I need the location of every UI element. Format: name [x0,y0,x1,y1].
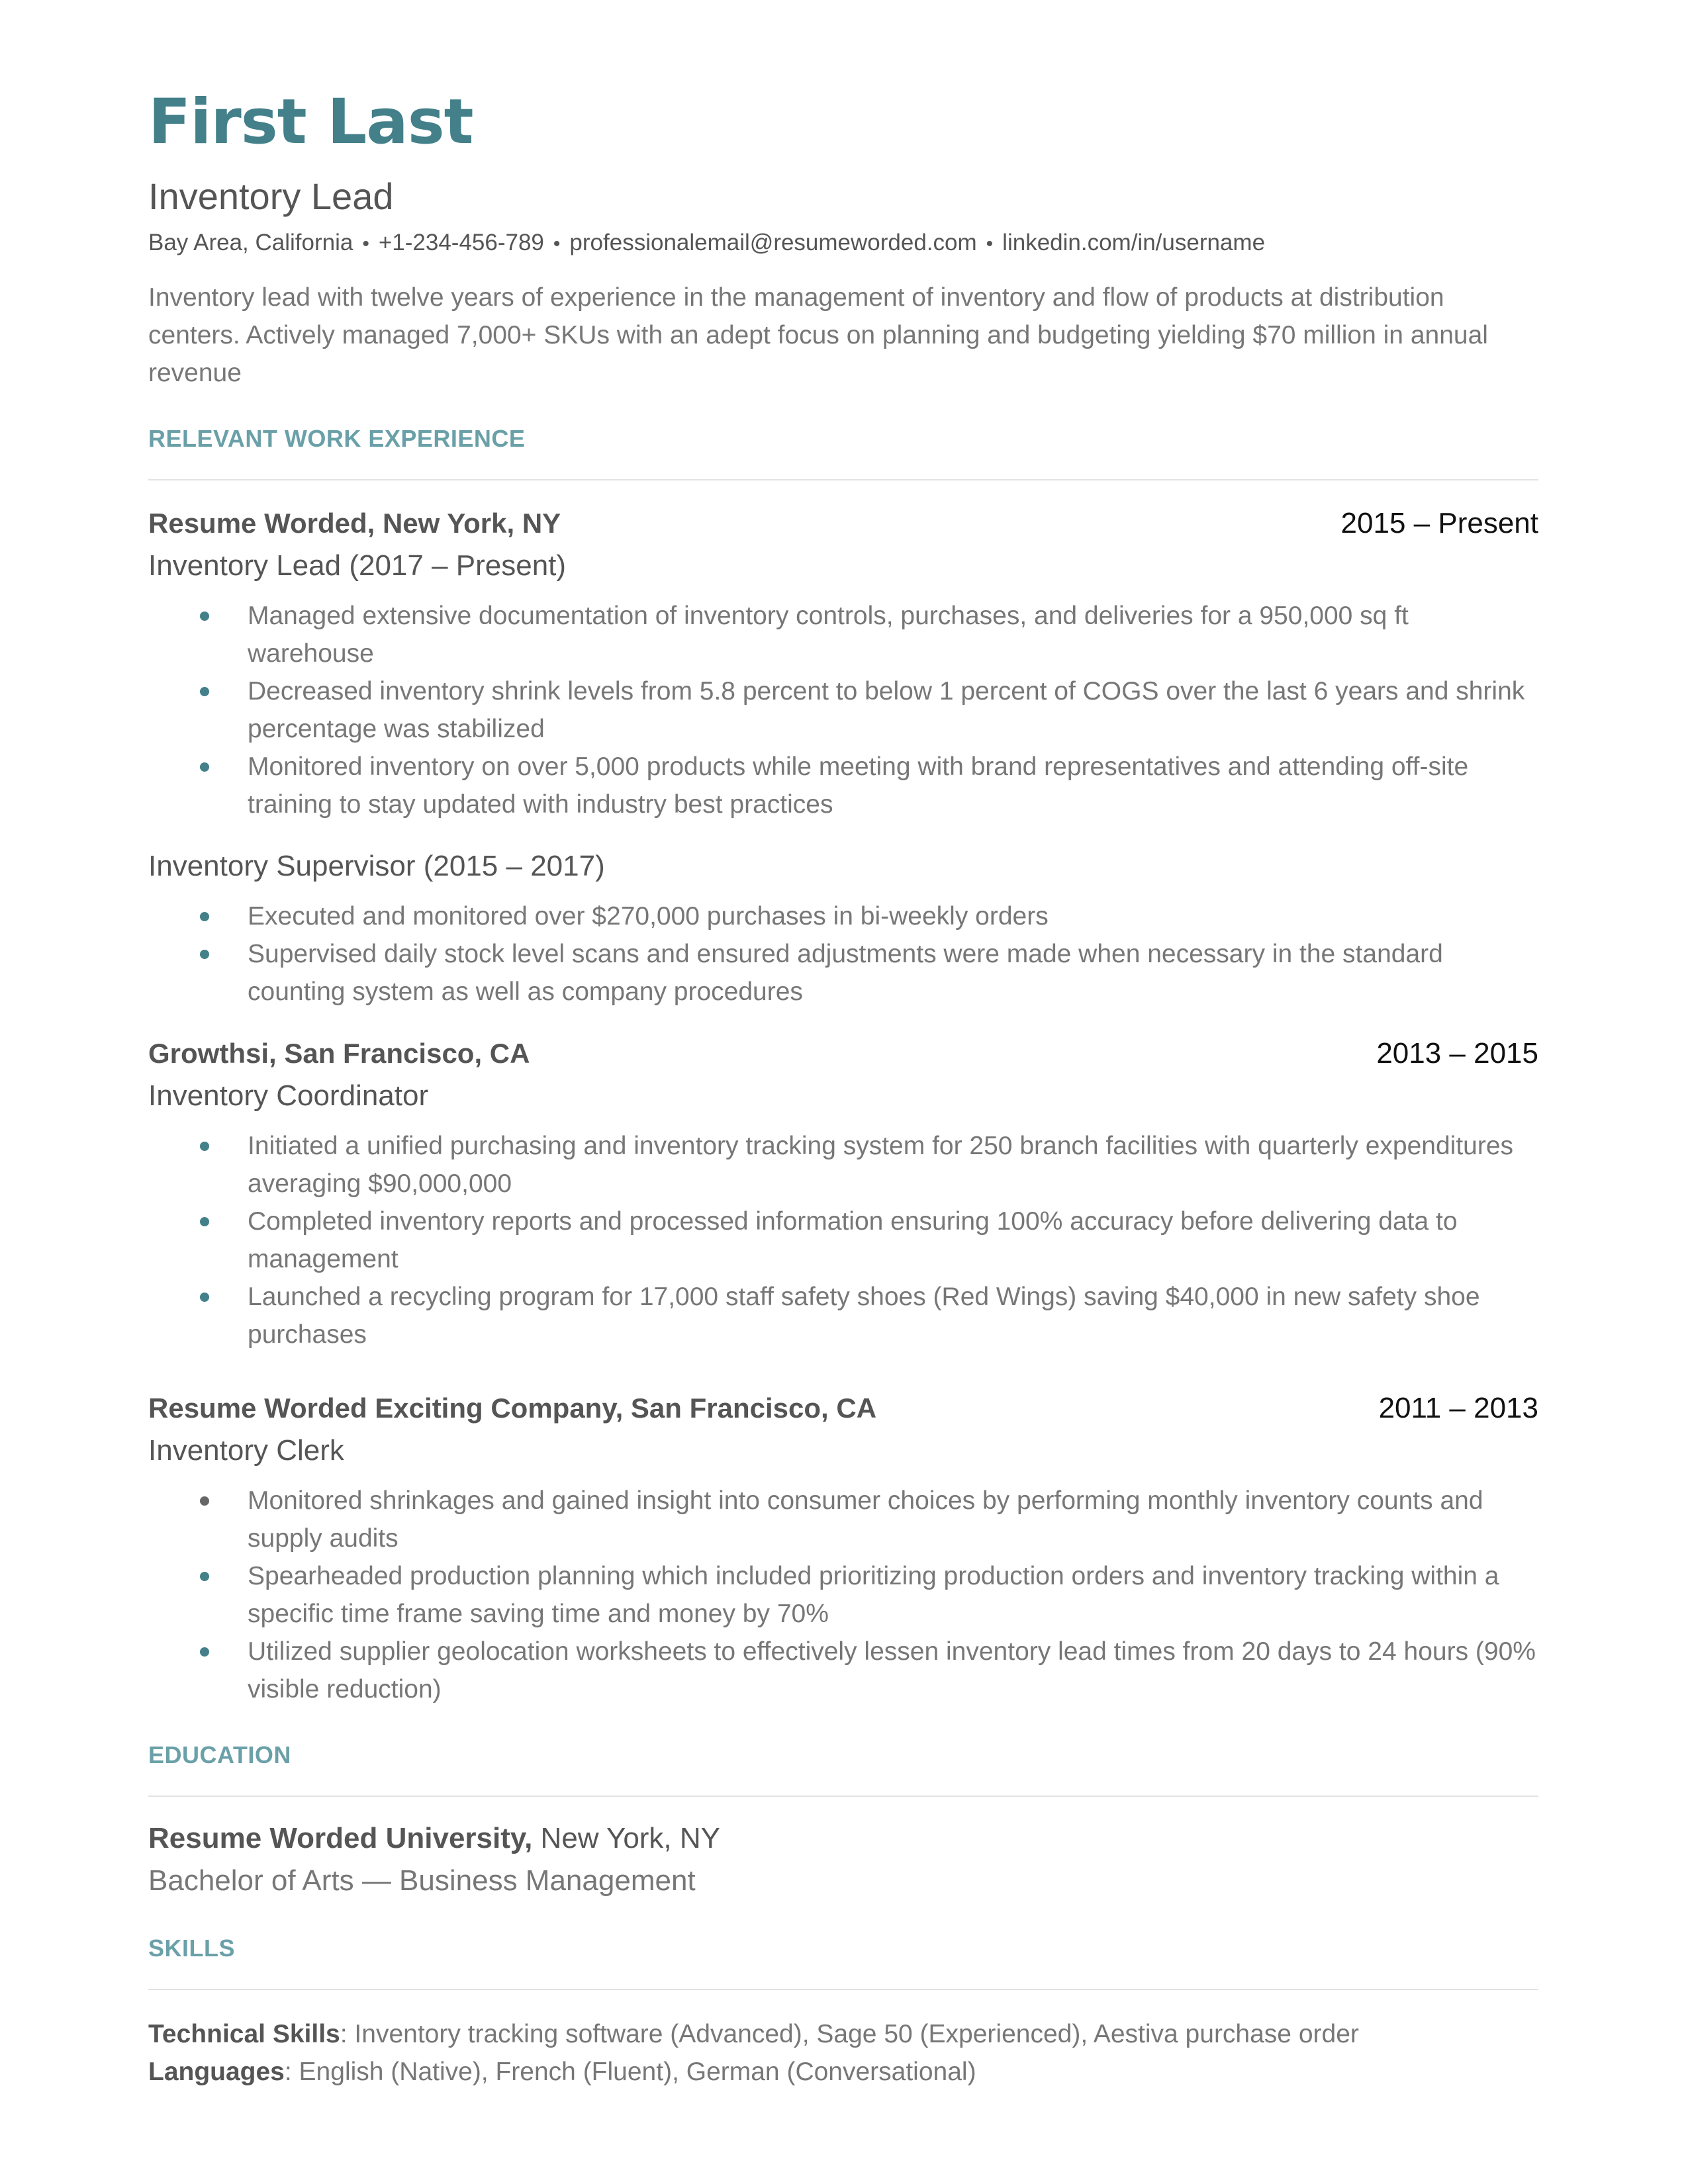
separator-dot: • [362,232,369,255]
role-title: Inventory Coordinator [148,1079,429,1113]
bullet-text: Decreased inventory shrink levels from 5.8 percent to below 1 percent of COGS over the last 6 years and shrink percentage was stabilized [248,677,1525,744]
bullet-item [148,1203,1538,1278]
job-dates: 2011 – 2013 [1378,1392,1538,1425]
bullet-text: Spearheaded production planning which included prioritizing production orders and inventory tracking within a specific time frame saving time and money by 70% [248,1562,1499,1629]
company-name: Growthsi, San Francisco, CA [148,1038,530,1069]
candidate-name: First Last [148,86,473,158]
skills-languages [148,2053,1538,2091]
bullet-text: Monitored shrinkages and gained insight into consumer choices by performing monthly inventory counts and supply audits [248,1486,1483,1553]
skills-languages-value: : English (Native), French (Fluent), German (Conversational) [284,2058,976,2087]
bullet-dot-icon [200,1293,209,1302]
role-title: Inventory Clerk [148,1434,344,1467]
bullet-dot-icon [200,687,209,696]
bullet-dot-icon [200,1496,209,1506]
bullet-text: Launched a recycling program for 17,000 staff safety shoes (Red Wings) saving $40,000 in new safety shoe purchases [248,1283,1480,1349]
skills-block [148,2015,1538,2091]
job-dates: 2015 – Present [1340,507,1538,540]
bullet-item [148,1633,1538,1708]
bullet-item [148,1127,1538,1203]
bullet-text: Utilized supplier geolocation worksheets to effectively lessen inventory lead times from 20 days to 24 hours (90% visible reduction) [248,1637,1536,1704]
bullet-dot-icon [200,1217,209,1226]
contact-line [148,228,1538,258]
skills-languages-label: Languages [148,2058,285,2087]
bullet-text: Managed extensive documentation of inventory controls, purchases, and deliveries for a 950,000 sq ft warehouse [248,602,1409,668]
job-header [148,1392,1538,1425]
separator-dot: • [986,232,994,255]
bullet-list [148,1482,1538,1708]
bullet-item [148,1557,1538,1633]
section-heading-skills: SKILLS [148,1934,1538,1990]
company-name: Resume Worded, New York, NY [148,508,561,539]
bullet-list [148,1127,1538,1353]
skills-technical-label: Technical Skills [148,2020,340,2049]
bullet-dot-icon [200,1572,209,1581]
summary: Inventory lead with twelve years of experience in the management of inventory and flow of products at distribution centers. Actively managed 7,000+ SKUs with an adept focus on planning and budgeting yielding $70 million in annual revenue [148,283,1488,388]
education-school-line [148,1822,1538,1855]
role-title: Inventory Supervisor (2015 – 2017) [148,850,605,883]
bullet-item [148,748,1538,823]
contact-email[interactable]: professionalemail@resumeworded.com [569,229,977,255]
bullet-text: Supervised daily stock level scans and ensured adjustments were made when necessary in the standard counting system as well as company procedures [248,940,1443,1007]
job-dates: 2013 – 2015 [1376,1037,1538,1070]
bullet-dot-icon [200,1142,209,1151]
bullet-item [148,1278,1538,1353]
bullet-list [148,897,1538,1011]
section-heading-education: EDUCATION [148,1741,1538,1797]
role-title: Inventory Lead (2017 – Present) [148,549,567,582]
job-entry [148,1392,1538,1708]
bullet-item [148,935,1538,1011]
contact-location: Bay Area, California [148,229,353,255]
bullet-text: Executed and monitored over $270,000 purchases in bi-weekly orders [248,902,1049,931]
bullet-text: Initiated a unified purchasing and inventory tracking system for 250 branch facilities with quarterly expenditures averaging $90,000,000 [248,1132,1514,1199]
education-degree: Bachelor of Arts — Business Management [148,1864,696,1897]
bullet-dot-icon [200,950,209,959]
contact-linkedin[interactable]: linkedin.com/in/username [1002,229,1266,255]
bullet-item [148,672,1538,748]
school-location: New York, NY [532,1822,721,1855]
contact-phone: +1-234-456-789 [378,229,544,255]
bullet-list [148,597,1538,823]
skills-technical-value: : Inventory tracking software (Advanced), Sage 50 (Experienced), Aestiva purchase order [340,2020,1359,2049]
bullet-dot-icon [200,612,209,621]
bullet-item [148,597,1538,672]
bullet-dot-icon [200,1647,209,1657]
bullet-text: Completed inventory reports and processed information ensuring 100% accuracy before delivering data to management [248,1207,1458,1274]
skills-technical [148,2015,1538,2053]
bullet-dot-icon [200,762,209,772]
bullet-dot-icon [200,912,209,921]
job-header [148,1037,1538,1070]
job-title: Inventory Lead [148,175,394,217]
job-header [148,507,1538,540]
bullet-item [148,897,1538,935]
bullet-item [148,1482,1538,1557]
resume-page [148,85,1538,2091]
job-entry [148,507,1538,1011]
job-entry [148,1037,1538,1353]
separator-dot: • [553,232,561,255]
section-heading-experience: RELEVANT WORK EXPERIENCE [148,425,1538,480]
school-name: Resume Worded University, [148,1822,533,1855]
company-name: Resume Worded Exciting Company, San Francisco, CA [148,1392,877,1424]
bullet-text: Monitored inventory on over 5,000 products while meeting with brand representatives and attending off-site training to stay updated with industry best practices [248,752,1469,819]
